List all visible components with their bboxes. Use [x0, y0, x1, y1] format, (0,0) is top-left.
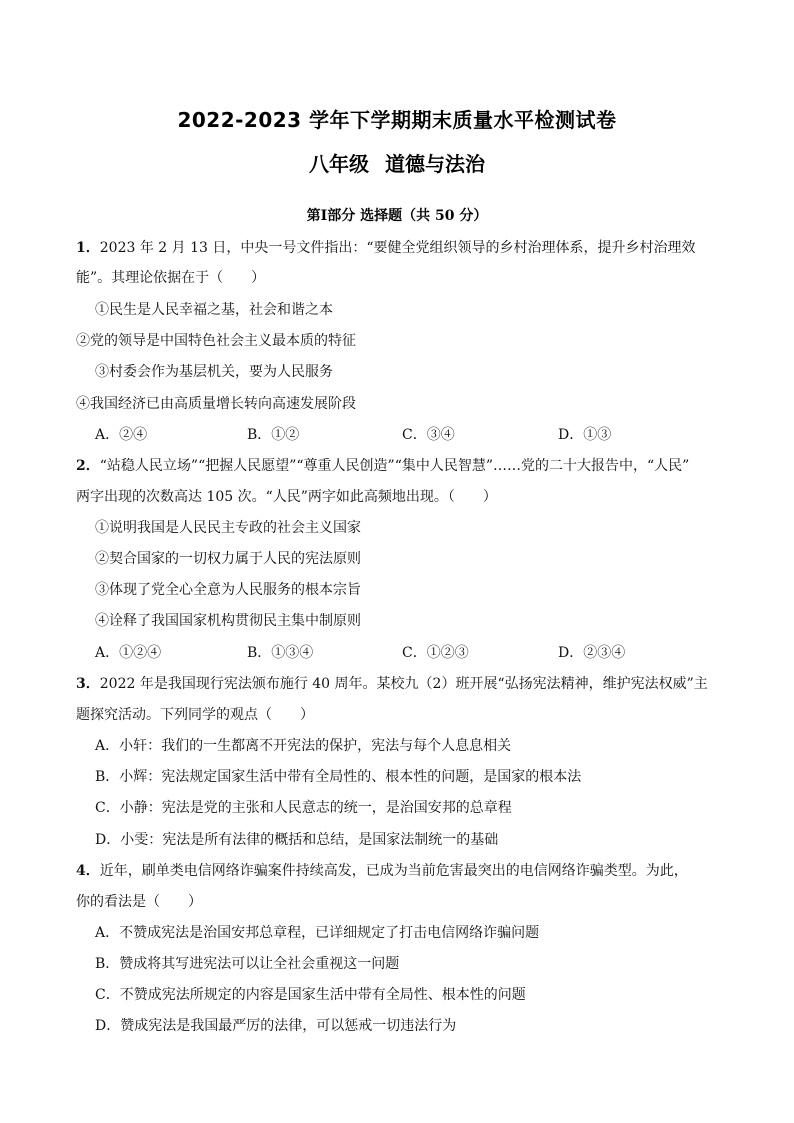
question-1-choice-d: D．①③ [558, 427, 612, 443]
grade-label: 八年级 [309, 152, 369, 176]
question-2-option-2: ②契合国家的一切权力属于人民的宪法原则 [95, 551, 361, 567]
question-3-option-c: C．小静：宪法是党的主张和人民意志的统一，是治国安邦的总章程 [95, 800, 512, 816]
question-4-option-d: D．赞成宪法是我国最严厉的法律，可以惩戒一切违法行为 [95, 1018, 457, 1034]
question-1-choice-c: C．③④ [402, 427, 455, 443]
question-1-option-3: ③村委会作为基层机关，要为人民服务 [95, 364, 333, 380]
question-2-option-4: ④诠释了我国国家机构贯彻民主集中制原则 [95, 613, 361, 629]
question-2-option-3: ③体现了党全心全意为人民服务的根本宗旨 [95, 582, 361, 598]
question-2-stem-line-2: 两字出现的次数高达 105 次。“人民”两字如此高频地出现。（ ） [76, 489, 497, 505]
question-1-option-2: ②党的领导是中国特色社会主义最本质的特征 [76, 333, 356, 349]
question-3-stem-line-2: 题探究活动。下列同学的观点（ ） [76, 707, 314, 723]
question-2-choice-d: D．②③④ [558, 645, 626, 661]
subject-label: 道德与法治 [385, 152, 485, 176]
question-3-option-a: A．小轩：我们的一生都离不开宪法的保护，宪法与每个人息息相关 [95, 738, 512, 754]
question-3-stem-line-1: 3．2022 年是我国现行宪法颁布施行 40 周年。某校九（2）班开展“弘扬宪法精神，维护宪法权威”主 [76, 676, 708, 692]
question-1-number: 1． [76, 240, 100, 256]
question-1-option-1: ①民生是人民幸福之基，社会和谐之本 [95, 302, 333, 318]
question-4-option-a: A．不赞成宪法是治国安邦总章程，已详细规定了打击电信网络诈骗问题 [95, 925, 540, 941]
question-1-stem-line-2: 能”。其理论依据在于（ ） [76, 270, 266, 286]
question-2-number: 2． [76, 458, 100, 474]
question-3-option-d: D．小雯：宪法是所有法律的概括和总结，是国家法制统一的基础 [95, 832, 499, 848]
question-2-choices [0, 643, 794, 663]
question-2-choice-c: C．①②③ [402, 645, 469, 661]
question-4-stem-line-1: 4．近年，刷单类电信网络诈骗案件持续高发，已成为当前危害最突出的电信网络诈骗类型。为此， [76, 863, 688, 879]
section-heading: 第Ⅰ部分 选择题（共 50 分） [306, 208, 488, 224]
question-3-number: 3． [76, 676, 100, 692]
question-4-number: 4． [76, 863, 100, 879]
question-4-option-b: B．赞成将其写进宪法可以让全社会重视这一问题 [95, 956, 400, 972]
question-4-option-c: C．不赞成宪法所规定的内容是国家生活中带有全局性、根本性的问题 [95, 987, 526, 1003]
question-1-choice-a: A．②④ [95, 427, 148, 443]
question-3-option-b: B．小辉：宪法规定国家生活中带有全局性的、根本性的问题，是国家的根本法 [95, 769, 582, 785]
question-1-choices [0, 425, 794, 445]
question-1-choice-b: B．①② [247, 427, 300, 443]
question-2-option-1: ①说明我国是人民民主专政的社会主义国家 [95, 520, 361, 536]
question-1-option-4: ④我国经济已由高质量增长转向高速发展阶段 [76, 396, 356, 412]
question-2-stem-line-1: 2．“站稳人民立场”“把握人民愿望”“尊重人民创造”“集中人民智慧”……党的二十大报告中，“人民” [76, 458, 690, 474]
question-1-stem-line-1: 1．2023 年 2 月 13 日，中央一号文件指出：“要健全党组织领导的乡村治理体系，提升乡村治理效 [76, 240, 696, 256]
question-4-stem-line-2: 你的看法是（ ） [76, 894, 202, 910]
exam-subtitle [0, 148, 794, 177]
exam-title: 2022-2023 学年下学期期末质量水平检测试卷 [177, 108, 617, 132]
question-2-choice-a: A．①②④ [95, 645, 162, 661]
question-2-choice-b: B．①③④ [247, 645, 314, 661]
